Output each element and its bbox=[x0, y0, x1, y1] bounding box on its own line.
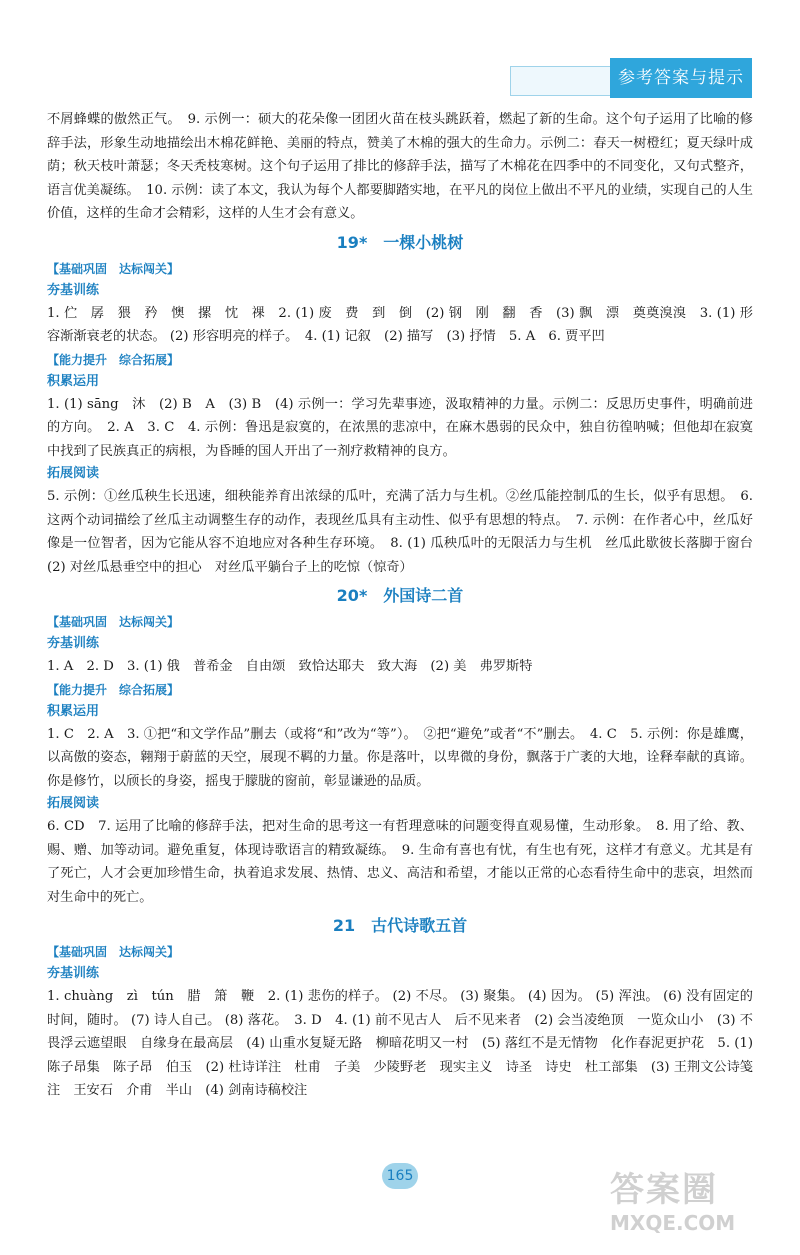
section-title: 19* 一棵小桃树 bbox=[336, 232, 464, 252]
header-decoration bbox=[510, 66, 612, 96]
subheading: 拓展阅读 bbox=[47, 466, 100, 481]
page-header bbox=[510, 58, 752, 98]
level-tag: 【能力提升 综合拓展】 bbox=[47, 352, 180, 367]
watermark-logo bbox=[610, 1170, 790, 1250]
answer-paragraph: 1. (1) sāng 沐 (2) B A (3) B (4) 示例一：学习先辈事迹，汲取精神的力量。示例二：反思历史事件，明确前进的方向。 2. A 3. C 4. 示例：鲁迅是寂寞的，在浓黑的悲凉中，在麻木愚弱的民众中，独自彷徨呐喊；但他却在寂寞中找到了民族真正的病根，为昏睡的国人开出了一剂疗救精神的良方。 bbox=[47, 396, 753, 459]
level-tag: 【基础巩固 达标闯关】 bbox=[47, 945, 180, 959]
section-title: 21 古代诗歌五首 bbox=[332, 916, 468, 935]
answer-paragraph: 5. 示例：①丝瓜秧生长迅速，细秧能养育出浓绿的瓜叶，充满了活力与生机。②丝瓜能控制瓜的生长，似乎有思想。 6. 这两个动词描绘了丝瓜主动调整生存的动作，表现丝瓜具有主动性、似乎有思想的特点。 7. 示例：在作者心中，丝瓜好像是一位智者，因为它能从容不迫地应对各种生存环境。 8. (1) 瓜秧瓜叶的无限活力与生机 丝瓜此歇彼长落脚于窗台 (2) 对丝瓜悬垂空中的担心 对丝瓜平躺台子上的吃惊（惊奇） bbox=[47, 489, 767, 575]
watermark-text: 答案圈 bbox=[610, 1170, 718, 1210]
subheading: 夯基训练 bbox=[47, 966, 100, 981]
level-tag: 【基础巩固 达标闯关】 bbox=[47, 261, 180, 276]
answer-content bbox=[47, 108, 767, 1103]
subheading: 积累运用 bbox=[47, 373, 100, 389]
sections bbox=[47, 228, 767, 1103]
subheading: 积累运用 bbox=[47, 703, 100, 719]
answer-paragraph: 6. CD 7. 运用了比喻的修辞手法，把对生命的思考这一有哲理意味的问题变得直观易懂，生动形象。 8. 用了给、教、赐、赠、加等动词。避免重复，体现诗歌语言的精致凝练。 9. 生命有喜也有忧，有生也有死，这样才有意义。尤其是有了死亡，人才会更加珍惜生命，执着追求发展、热情、忠义、高洁和希望，才能以正常的心态看待生命中的悲哀，坦然而对生命中的死亡。 bbox=[47, 819, 753, 905]
subheading: 拓展阅读 bbox=[47, 796, 100, 811]
subheading: 夯基训练 bbox=[47, 636, 100, 651]
intro-paragraph: 不屑蜂蝶的傲然正气。 9. 示例一：硕大的花朵像一团团火苗在枝头跳跃着，燃起了新的生命。这个句子运用了比喻的修辞手法，形象生动地描绘出木棉花鲜艳、美丽的特点，赞美了木棉的强大的生命力。示例二：春天一树橙红；夏天绿叶成荫；秋天枝叶萧瑟；冬天秃枝寒树。这个句子运用了排比的修辞手法，描写了木棉花在四季中的不同变化，又句式整齐，语言优美凝练。 10. 示例：读了本文，我认为每个人都要脚踏实地，在平凡的岗位上做出不平凡的业绩，实现自己的人生价值，这样的生命才会精彩，这样的人生才会有意义。 bbox=[47, 112, 753, 221]
answer-paragraph: 1. A 2. D 3. (1) 俄 普希金 自由颂 致恰达耶夫 致大海 (2) 美 弗罗斯特 bbox=[47, 659, 533, 674]
subheading: 夯基训练 bbox=[47, 282, 100, 298]
answer-paragraph: 1. C 2. A 3. ①把“和文学作品”删去（或将“和”改为“等”）。 ②把“避免”或者“不”删去。 4. C 5. 示例：你是雄鹰，以高傲的姿态，翱翔于蔚蓝的天空，展现不羁的力量。你是落叶，以卑微的身份，飘落于广袤的大地，诠释奉献的真谛。你是修竹，以颀长的身姿，摇曳于朦胧的窗前，彰显谦逊的品质。 bbox=[47, 726, 753, 789]
page-number: 165 bbox=[382, 1163, 418, 1189]
section-title: 20* 外国诗二首 bbox=[336, 586, 464, 605]
header-title: 参考答案与提示 bbox=[610, 58, 752, 98]
watermark-url: MXQE.COM bbox=[610, 1211, 736, 1235]
level-tag: 【能力提升 综合拓展】 bbox=[47, 682, 180, 697]
answer-paragraph: 1. chuàng zì tún 腊 箫 鞭 2. (1) 悲伤的样子。 (2) 不尽。 (3) 聚集。 (4) 因为。 (5) 浑浊。 (6) 没有固定的时间，随时。 (7) 诗人自己。 (8) 落花。 3. D 4. (1) 前不见古人 后不见来者 (2) 会当凌绝顶 一览众山小 (3) 不畏浮云遮望眼 自缘身在最高层 (4) 山重水复疑无路 柳暗花明又一村 (5) 落红不是无情物 化作春泥更护花 5. (1) 陈子昂集 陈子昂 伯玉 (2) 杜诗详注 杜甫 子美 少陵野老 现实主义 诗圣 诗史 杜工部集 (3) 王荆文公诗笺注 王安石 介甫 半山 (4) 剑南诗稿校注 bbox=[47, 989, 753, 1098]
answer-paragraph: 1. 伫 孱 猥 矜 懊 摞 忱 祼 2. (1) 废 费 到 倒 (2) 钢 刚 翻 香 (3) 飘 漂 奠奠溴溴 3. (1) 形容渐渐衰老的状态。 (2) 形容明亮的样子。 4. (1) 记叙 (2) 描写 (3) 抒情 5. A 6. 贾平凹 bbox=[47, 305, 753, 344]
level-tag: 【基础巩固 达标闯关】 bbox=[47, 615, 180, 629]
